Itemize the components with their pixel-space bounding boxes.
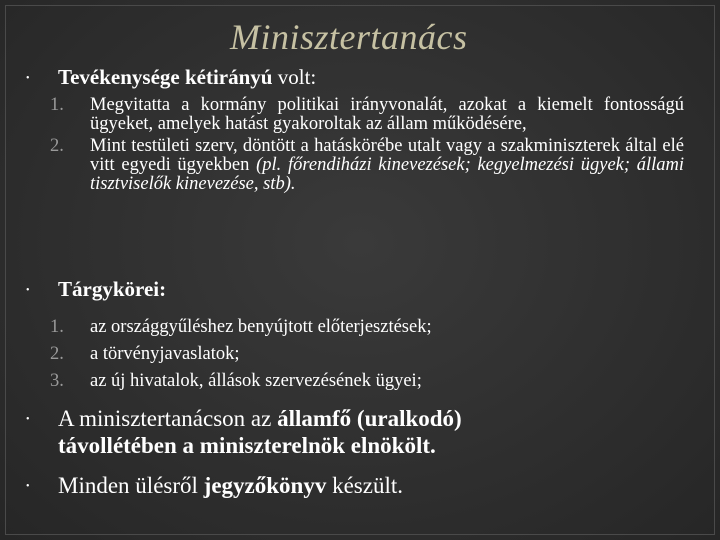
list-item-italic: (pl. főrendiházi kinevezések; kegyelmezési ügyek; állami tisztviselők kinevezése, stb).	[90, 155, 685, 194]
bullet-topics	[26, 276, 166, 302]
list-item-plain: Mint testületi szerv, döntött a hatáskörébe utalt vagy a szakminiszterek által elé vitt egyedi ügyekben	[90, 136, 684, 175]
minutes-bold: jegyzőkönyv	[203, 473, 327, 498]
bullet-minutes-text	[58, 472, 403, 499]
activity-list	[50, 96, 684, 194]
slide-title: Minisztertanács	[230, 17, 468, 57]
list-number: 2.	[50, 136, 64, 156]
activity-normal: volt:	[272, 65, 317, 89]
bullet-icon: •	[26, 414, 30, 425]
bullet-icon: •	[26, 73, 30, 84]
chair-bold1: államfő (uralkodó)	[277, 406, 462, 431]
list-item	[50, 137, 684, 194]
bullet-activity-text	[58, 64, 316, 90]
list-number: 1.	[50, 95, 64, 115]
list-number: 3.	[50, 371, 64, 391]
topics-list	[50, 314, 684, 395]
chair-pre: A minisztertanácson az	[58, 406, 278, 431]
list-number: 2.	[50, 344, 64, 364]
list-item	[50, 368, 684, 395]
list-item-text	[90, 137, 684, 194]
bullet-chair-text	[58, 405, 462, 459]
list-item	[50, 341, 684, 368]
list-item-text: a törvényjavaslatok;	[90, 344, 240, 364]
bullet-chair	[26, 405, 462, 459]
bullet-activity	[26, 64, 316, 90]
bullet-icon: •	[26, 481, 30, 492]
chair-bold2: távollétében a miniszterelnök elnökölt.	[58, 433, 436, 458]
minutes-pre: Minden ülésről	[58, 473, 204, 498]
minutes-post: készült.	[326, 473, 403, 498]
bullet-icon: •	[26, 285, 30, 296]
list-item-text: az országgyűléshez benyújtott előterjesztések;	[90, 317, 432, 337]
bullet-minutes	[26, 472, 403, 499]
list-item	[50, 314, 684, 341]
list-number: 1.	[50, 317, 64, 337]
list-item-text: az új hivatalok, állások szervezésének ügyei;	[90, 371, 422, 391]
list-item-text: Megvitatta a kormány politikai irányvonalát, azokat a kiemelt fontosságú ügyeket, amelyek hatást gyakoroltak az állam működésére,	[90, 95, 684, 134]
list-item	[50, 96, 684, 134]
activity-bold: Tevékenysége kétirányú	[58, 65, 273, 89]
topics-heading: Tárgykörei:	[58, 277, 167, 301]
